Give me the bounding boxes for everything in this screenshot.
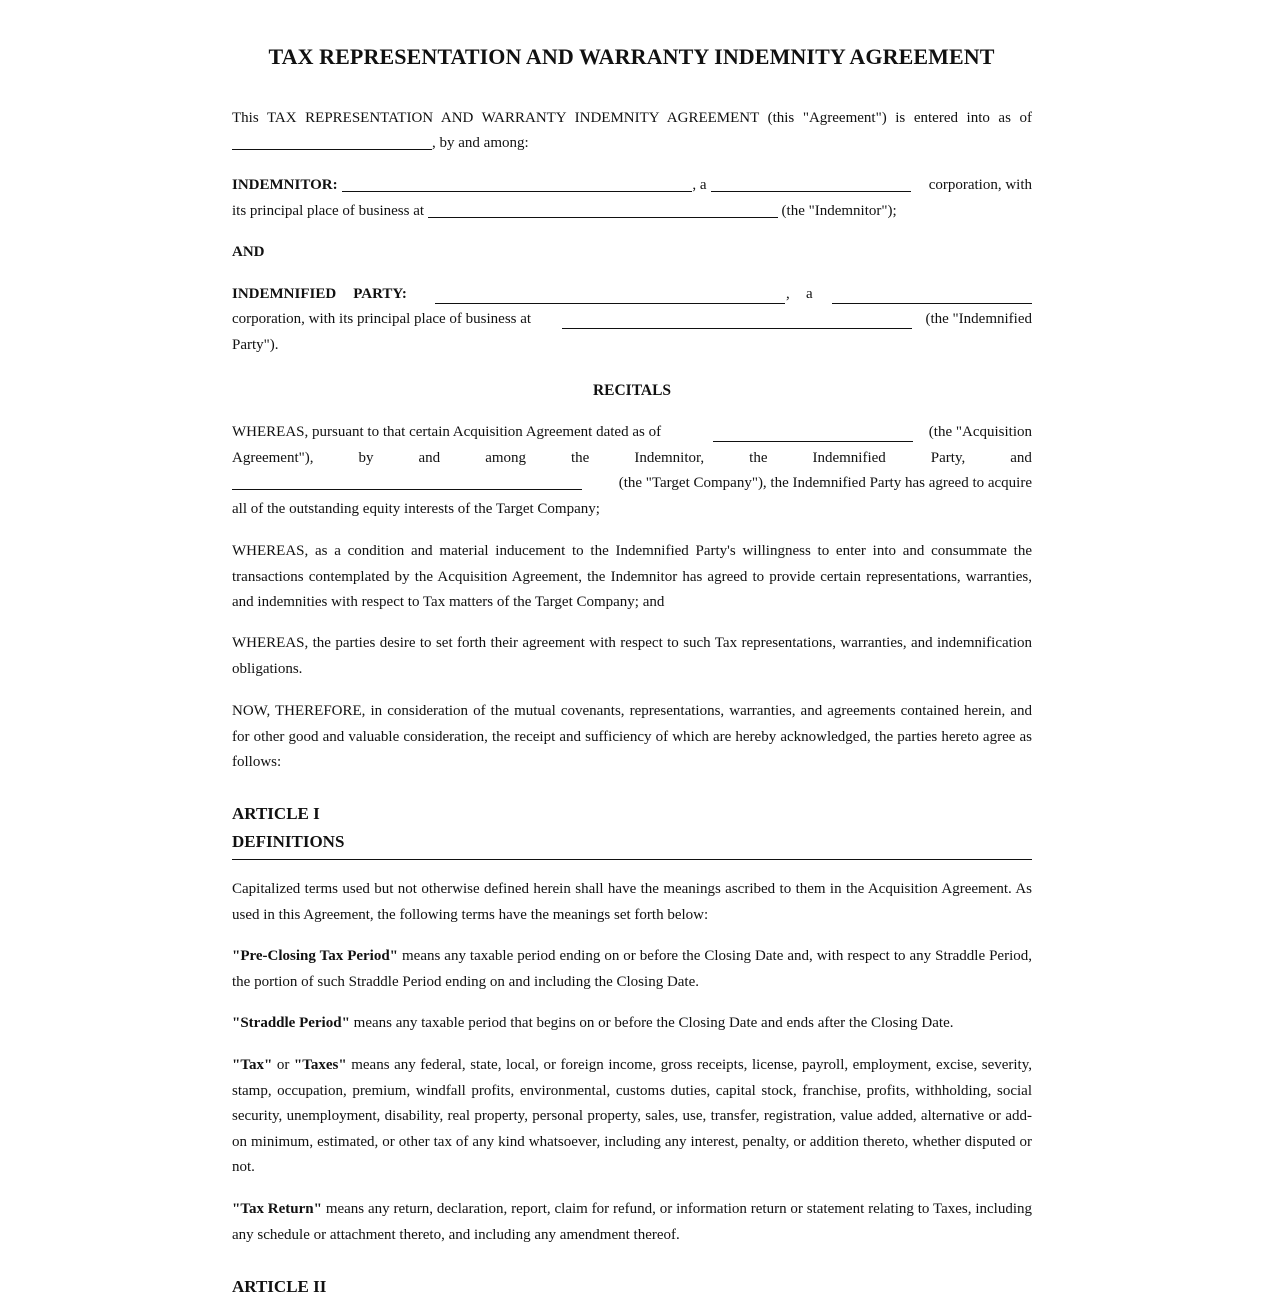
indemnified-label-2: PARTY: (353, 286, 407, 302)
term-straddle: "Straddle Period" (232, 1015, 350, 1031)
recital-3: WHEREAS, the parties desire to set forth their agreement with respect to such Tax representations, warranties, and indemnification obligations. (232, 635, 1032, 677)
recital-1-word: the (749, 450, 768, 466)
recital-1-spread-words (232, 446, 1032, 472)
recital-1-line-4: all of the outstanding equity interests of the Target Company; (232, 501, 600, 517)
recital-1-text-start: WHEREAS, pursuant to that certain Acquisition Agreement dated as of (232, 424, 662, 440)
recital-1-target-text: (the "Target Company"), the Indemnified Party has agreed to acquire (618, 475, 1032, 491)
indemnified-role-start: (the "Indemnified (925, 311, 1032, 327)
recital-1-word: and (1010, 450, 1032, 466)
target-company-blank[interactable] (232, 474, 582, 490)
indemnified-comma: , (786, 286, 790, 302)
indemnified-state-blank[interactable] (832, 288, 1032, 304)
recital-1-word: the (571, 450, 590, 466)
intro-line-2 (232, 131, 1032, 157)
indemnitor-name-blank[interactable] (342, 176, 692, 192)
recital-1-word: and (418, 450, 441, 466)
intro-line-1 (232, 106, 1032, 132)
indemnified-principal-label: corporation, with its principal place of business at (232, 311, 532, 327)
indemnified-address-blank[interactable] (562, 313, 912, 329)
recital-1-text-end: (the "Acquisition (928, 424, 1032, 440)
indemnified-label-1: INDEMNIFIED (232, 286, 337, 302)
and-label: AND (232, 244, 265, 260)
indemnitor-principal-label: its principal place of business at (232, 203, 425, 219)
definition-straddle-period (232, 1011, 1032, 1037)
definition-tax-return (232, 1197, 1032, 1248)
recital-1-line-3 (232, 471, 1032, 497)
recital-1-line-2 (232, 446, 1032, 472)
indemnitor-comma-a: , a (692, 177, 707, 193)
recitals-heading: RECITALS (592, 382, 672, 399)
indemnitor-corp-with: corporation, with (928, 177, 1032, 193)
indemnified-line-1 (232, 282, 1032, 308)
definition-pre-closing-tax-period (232, 944, 1032, 995)
recital-1-word: Indemnitor, (634, 450, 705, 466)
article-1-number: ARTICLE I (232, 804, 320, 823)
recital-1-word: among (485, 450, 527, 466)
indemnitor-line-1 (232, 173, 1032, 199)
definitions-intro: Capitalized terms used but not otherwise defined herein shall have the meanings ascribed to them in the Acquisition Agreement. As used in this Agreement, the following terms have the meanings set forth below: (232, 881, 1032, 923)
definition-pre-closing-text: means any taxable period ending on or before the Closing Date and, with respect to any Straddle Period, the portion of such Straddle Period ending on and including the Closing Date. (232, 948, 1032, 990)
indemnified-role-end: Party"). (232, 337, 279, 353)
article-1-name: DEFINITIONS (232, 832, 345, 851)
acquisition-date-blank[interactable] (713, 426, 913, 442)
definition-tax (232, 1053, 1032, 1181)
definition-tax-return-text: means any return, declaration, report, claim for refund, or information return or statement relating to Taxes, including any schedule or attachment thereto, and including any amendment thereof. (232, 1201, 1032, 1243)
article-1-divider (232, 859, 1032, 860)
indemnitor-state-blank[interactable] (711, 176, 911, 192)
definition-straddle-text: means any taxable period that begins on or before the Closing Date and ends after the Closing Date. (349, 1015, 954, 1031)
indemnified-line-3 (232, 333, 1032, 359)
recital-1-word: Party, (930, 450, 966, 466)
now-therefore-clause: NOW, THEREFORE, in consideration of the mutual covenants, representations, warranties, and agreements contained herein, and for other good and valuable consideration, the receipt and sufficiency of which are hereby acknowledged, the parties hereto agree as follows: (232, 703, 1032, 770)
article-2-number: ARTICLE II (232, 1277, 327, 1296)
indemnified-a: a (806, 286, 813, 302)
term-pre-closing: "Pre-Closing Tax Period" (232, 948, 399, 964)
recital-1-line-1 (232, 420, 1032, 446)
recital-1-word: by (358, 450, 374, 466)
recital-1-word: Indemnified (812, 450, 886, 466)
definition-tax-text: means any federal, state, local, or foreign income, gross receipts, license, payroll, employment, excise, severity, stamp, occupation, premium, windfall profits, environmental, customs duties, capital stock, franchise, profits, withholding, social security, unemployment, disability, real property, personal property, sales, use, transfer, registration, value added, alternative or add-on minimum, estimated, or other tax of any kind whatsoever, including any interest, penalty, or addition thereto, whether disputed or not. (232, 1057, 1032, 1175)
term-tax: "Tax" (232, 1057, 273, 1073)
term-tax-return: "Tax Return" (232, 1201, 322, 1217)
indemnified-line-2 (232, 307, 1032, 333)
intro-by-and-among: , by and among: (432, 135, 529, 151)
recital-2: WHEREAS, as a condition and material inducement to the Indemnified Party's willingness to enter into and consummate the transactions contemplated by the Acquisition Agreement, the Indemnitor has agreed to provide certain representations, warranties, and indemnities with respect to Tax matters of the Target Company; and (232, 543, 1032, 610)
indemnitor-label: INDEMNITOR: (232, 177, 338, 193)
indemnitor-line-2 (232, 199, 1032, 225)
date-blank[interactable] (232, 134, 432, 150)
indemnitor-address-blank[interactable] (428, 202, 778, 218)
indemnitor-role: (the "Indemnitor"); (781, 203, 897, 219)
term-taxes: "Taxes" (293, 1057, 347, 1073)
document-title: TAX REPRESENTATION AND WARRANTY INDEMNITY AGREEMENT (268, 44, 995, 69)
indemnified-name-blank[interactable] (435, 288, 785, 304)
term-tax-or: or (272, 1057, 294, 1073)
recital-1-word: Agreement"), (232, 450, 314, 466)
intro-text: This TAX REPRESENTATION AND WARRANTY INDEMNITY AGREEMENT (this "Agreement") is entered into as of (232, 110, 1032, 126)
